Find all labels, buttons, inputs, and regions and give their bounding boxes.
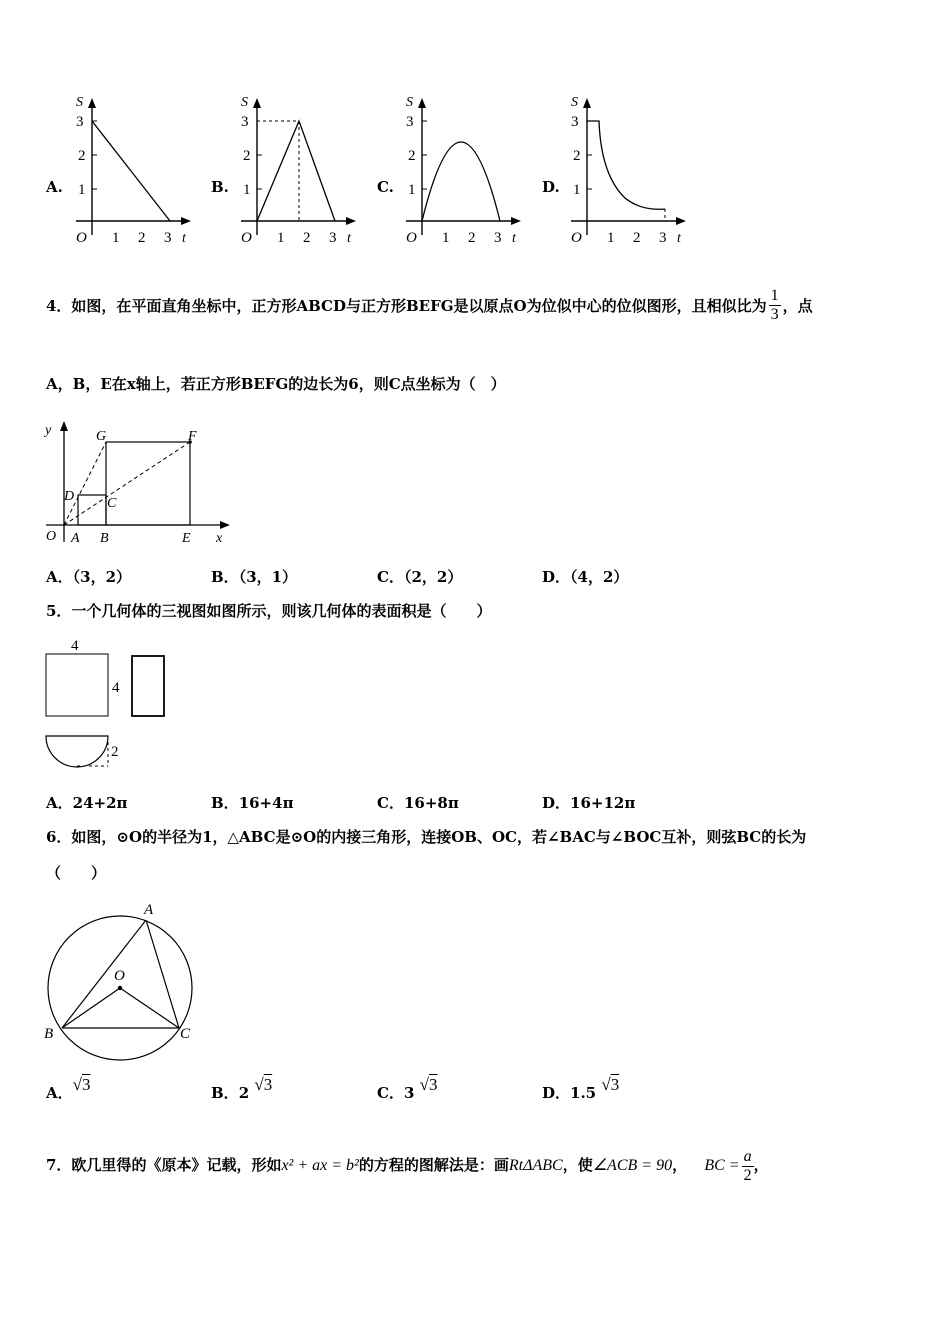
q6-option-b[interactable]: B．2 √3 [211,1075,273,1102]
q4-option-a[interactable]: A．（3，2） [46,568,132,586]
q3-graph-c [400,90,530,250]
svg-text:1: 1 [607,230,615,246]
svg-text:2: 2 [78,148,86,164]
q3-graphs [0,90,950,250]
q7-middle: 的方程的图解法是：画 [358,1156,509,1174]
svg-text:1: 1 [408,182,416,198]
q7-sep: ，使 [562,1156,593,1174]
q5-option-a[interactable]: A．24+2π [46,794,128,812]
q4-text: 4．如图，在平面直角坐标中，正方形ABCD与正方形BEFG是以原点O为位似中心的位似图形，且相似比为 [46,297,767,315]
svg-text:t: t [347,231,351,246]
svg-text:3: 3 [164,230,172,246]
svg-text:3: 3 [241,114,249,130]
q5-three-views [40,634,180,774]
q4-ratio-den: 3 [770,306,779,323]
svg-text:1: 1 [442,230,450,246]
q7-angle: ∠ACB = 90 [592,1157,673,1174]
q5-dim-height: 2 [111,744,119,760]
svg-text:1: 1 [277,230,285,246]
svg-text:S: S [571,95,578,110]
svg-text:3: 3 [76,114,84,130]
q3-graph-b [235,90,365,250]
q7-line [46,1142,769,1189]
q4-option-b[interactable]: B．（3，1） [211,568,298,586]
q4-label-a: A [71,531,80,546]
svg-text:t: t [512,231,516,246]
q7-comma: ， [672,1156,688,1174]
q7-bc-den: 2 [743,1166,752,1184]
q7-bc-fraction [742,1148,754,1185]
svg-text:t: t [677,231,681,246]
q3-graph-d [565,90,695,250]
q4-line-2: A，B，E在x轴上，若正方形BEFG的边长为6，则C点坐标为（ ） [46,375,506,393]
q4-label-g: G [96,429,107,444]
svg-text:O: O [76,230,87,246]
q6-line-2: （ ） [46,864,107,882]
svg-text:1: 1 [112,230,120,246]
q7-prefix: 7．欧几里得的《原本》记载，形如 [46,1156,282,1174]
svg-text:1: 1 [573,182,581,198]
svg-text:t: t [182,231,186,246]
q6-label-o: O [114,968,125,984]
q4-label-f: F [188,429,197,444]
q5-option-b[interactable]: B．16+4π [211,794,294,812]
svg-text:2: 2 [408,148,416,164]
q4-line-1 [46,287,813,324]
svg-text:2: 2 [138,230,146,246]
q4-ratio-num: 1 [770,287,779,304]
q4-figure [40,418,240,548]
q4-option-c[interactable]: C．（2，2） [377,568,463,586]
q6-label-a: A [144,902,154,918]
svg-text:2: 2 [243,148,251,164]
q6-option-c[interactable]: C．3 √3 [377,1075,438,1102]
q5-option-d[interactable]: D．16+12π [542,794,636,812]
svg-text:2: 2 [633,230,641,246]
q3-option-c-label: C. [377,178,394,196]
q5-option-c[interactable]: C．16+8π [377,794,459,812]
svg-text:2: 2 [303,230,311,246]
q4-line1-end: ，点 [782,297,813,315]
q3-option-a-label: A. [46,178,63,196]
q6-circle-figure [36,898,206,1068]
q7-bc-lhs: BC = [704,1157,740,1174]
svg-text:O: O [571,230,582,246]
q4-label-e: E [182,531,191,546]
svg-text:3: 3 [659,230,667,246]
q4-label-x: x [216,531,223,546]
svg-text:2: 2 [468,230,476,246]
svg-text:2: 2 [573,148,581,164]
q3-graph-a [70,90,200,250]
svg-text:1: 1 [243,182,251,198]
svg-text:3: 3 [406,114,414,130]
q5-dim-top: 4 [71,638,79,654]
q6-label-c: C [180,1026,191,1042]
q3-option-d-label: D. [542,178,560,196]
q4-option-d[interactable]: D．（4，2） [542,568,629,586]
q5-text: 5．一个几何体的三视图如图所示，则该几何体的表面积是（ ） [46,602,492,620]
q4-label-y: y [45,423,52,438]
svg-text:1: 1 [78,182,86,198]
q4-label-c: C [107,496,117,511]
q6-option-a[interactable]: A．√3 [46,1075,91,1102]
q3-option-b-label: B. [211,178,229,196]
axis-s: S [76,95,83,110]
svg-text:S: S [406,95,413,110]
q6-option-d[interactable]: D．1.5 √3 [542,1075,620,1102]
q4-label-d: D [64,489,75,504]
q7-bc-num: a [743,1147,752,1165]
svg-text:S: S [241,95,248,110]
q7-equation: x² + ax = b² [281,1157,359,1174]
svg-text:O: O [406,230,417,246]
q4-label-o: O [46,529,57,544]
svg-text:3: 3 [494,230,502,246]
q7-end: ， [753,1156,769,1174]
q7-triangle: RtΔABC [508,1157,563,1174]
svg-text:3: 3 [571,114,579,130]
q5-dim-side: 4 [112,680,120,696]
q4-label-b: B [100,531,109,546]
svg-text:O: O [241,230,252,246]
q6-label-b: B [44,1026,54,1042]
q4-ratio-fraction [769,287,781,324]
q6-line-1: 6．如图，⊙O的半径为1，△ABC是⊙O的内接三角形，连接OB、OC，若∠BAC与∠BOC互补，则弦BC的长为 [46,828,807,846]
svg-text:3: 3 [329,230,337,246]
